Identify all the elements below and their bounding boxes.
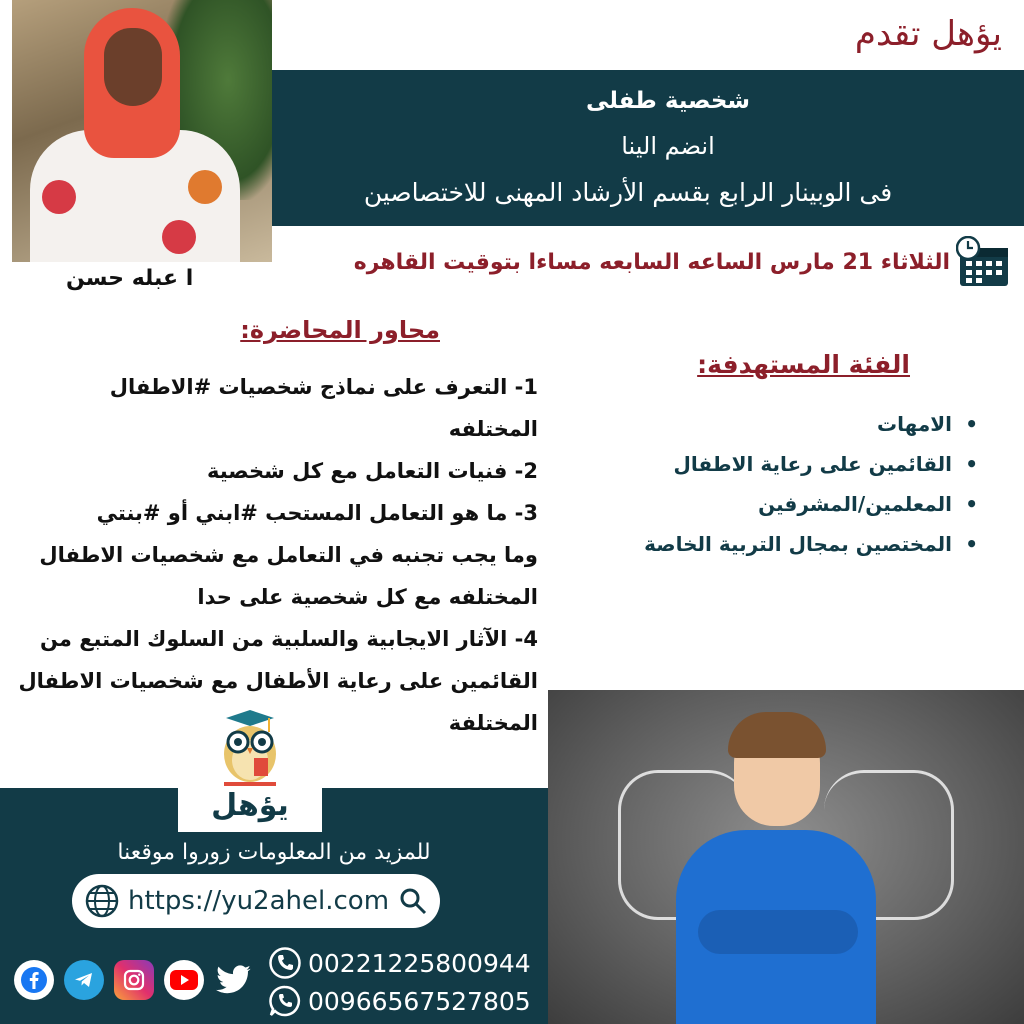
list-item: • القائمين على رعاية الاطفال xyxy=(598,444,978,484)
logo-text: يؤهل xyxy=(211,788,289,823)
topic-line: 2- فنيات التعامل مع كل شخصية xyxy=(206,459,538,483)
phone-number[interactable]: 00221225800944 xyxy=(308,948,531,978)
twitter-icon[interactable] xyxy=(214,960,254,1000)
instagram-icon[interactable] xyxy=(114,960,154,1000)
webinar-title: شخصية طفلى xyxy=(585,88,751,114)
phone-list xyxy=(268,944,531,1020)
topic-line: وما يجب تجنبه في التعامل مع شخصيات الاطفال xyxy=(39,543,538,567)
website-link[interactable] xyxy=(72,874,440,928)
target-audience-list xyxy=(598,404,978,564)
topics-heading: محاور المحاضرة: xyxy=(240,316,440,344)
topics-list xyxy=(18,366,538,744)
topic-line: القائمين على رعاية الأطفال مع شخصيات الاطفال xyxy=(18,669,538,693)
facebook-icon[interactable] xyxy=(14,960,54,1000)
topic-line: المختلفه مع كل شخصية على حدا xyxy=(197,585,538,609)
join-us-text: انضم الينا xyxy=(621,132,715,160)
logo xyxy=(178,700,322,832)
speaker-photo xyxy=(12,0,272,262)
topic-line: 1- التعرف على نماذج شخصيات #الاطفال المختلفه xyxy=(109,375,538,441)
boy-photo xyxy=(548,690,1024,1024)
target-audience-heading: الفئة المستهدفة: xyxy=(697,350,910,379)
whatsapp-number[interactable]: 00966567527805 xyxy=(308,986,531,1016)
date-time-text: الثلاثاء 21 مارس الساعه السابعه مساءا بتوقيت القاهره xyxy=(353,249,950,275)
social-icons xyxy=(14,960,254,1000)
search-icon[interactable] xyxy=(398,886,428,916)
list-item: • المختصين بمجال التربية الخاصة xyxy=(598,524,978,564)
owl-logo-icon xyxy=(214,708,286,788)
topic-line: 4- الآثار الايجابية والسلبية من السلوك المتبع من xyxy=(40,627,538,651)
date-row xyxy=(354,234,1012,290)
website-url[interactable]: https://yu2ahel.com xyxy=(128,886,390,916)
webinar-subtitle: فى الوبينار الرابع بقسم الأرشاد المهنى للاختصاصين xyxy=(363,178,893,207)
speaker-name: ا عبله حسن xyxy=(66,266,194,291)
title-band xyxy=(272,70,1024,226)
list-item: • الامهات xyxy=(598,404,978,444)
topic-line: 3- ما هو التعامل المستحب #ابني أو #بنتي xyxy=(96,501,538,525)
brand-title: يؤهل تقدم xyxy=(854,14,1002,54)
whatsapp-icon xyxy=(268,984,302,1018)
youtube-icon[interactable] xyxy=(164,960,204,1000)
telegram-icon[interactable] xyxy=(64,960,104,1000)
topic-line: المختلفة xyxy=(448,711,538,735)
phone-icon xyxy=(268,946,302,980)
calendar-clock-icon xyxy=(956,236,1012,288)
more-info-text: للمزيد من المعلومات زوروا موقعنا xyxy=(117,840,431,865)
list-item: • المعلمين/المشرفين xyxy=(598,484,978,524)
globe-icon xyxy=(84,883,120,919)
